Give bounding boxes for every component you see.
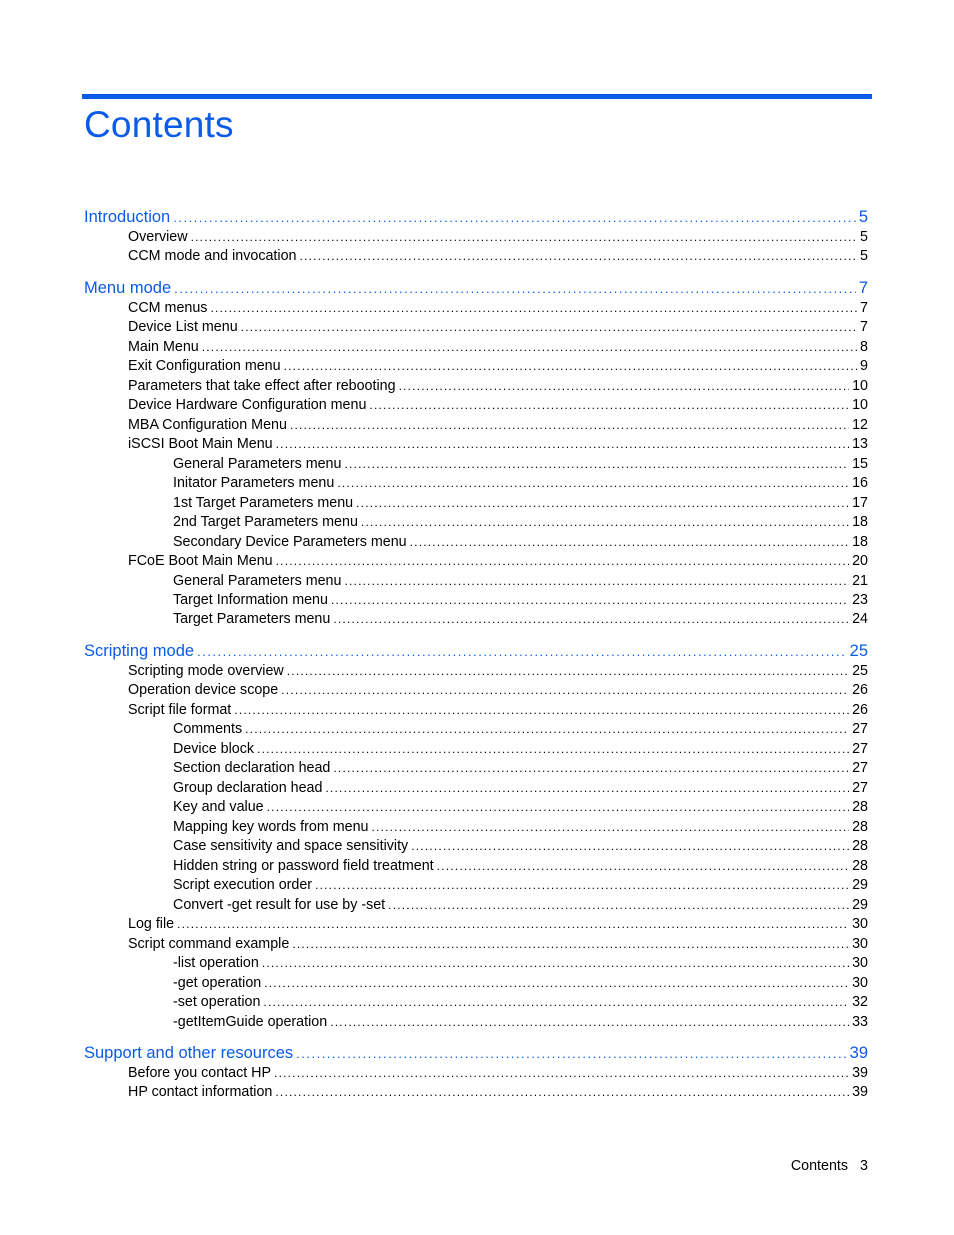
dot-leader xyxy=(276,552,849,571)
toc-entry-label: FCoE Boot Main Menu xyxy=(128,553,273,569)
toc-entry-page: 29 xyxy=(852,897,868,913)
dot-leader xyxy=(296,1043,847,1064)
toc-entry-page: 28 xyxy=(852,819,868,835)
toc-entry[interactable] xyxy=(173,876,868,895)
dot-leader xyxy=(210,299,857,318)
toc-entry-label: Device block xyxy=(173,741,255,757)
toc-entry-page: 24 xyxy=(852,611,868,627)
toc-entry-page: 29 xyxy=(852,877,868,893)
toc-entry[interactable] xyxy=(173,759,868,778)
toc-entry-page: 5 xyxy=(860,229,868,245)
toc-section-entry[interactable] xyxy=(84,1042,868,1064)
dot-leader xyxy=(245,720,849,739)
toc-entry-label: Hidden string or password field treatment xyxy=(173,858,434,874)
toc-entry-page: 30 xyxy=(852,975,868,991)
toc-entry-label: General Parameters menu xyxy=(173,573,342,589)
toc-entry-page: 30 xyxy=(852,955,868,971)
toc-entry-label: 2nd Target Parameters menu xyxy=(173,514,358,530)
dot-leader xyxy=(241,318,857,337)
toc-entry-page: 25 xyxy=(852,663,868,679)
dot-leader xyxy=(344,455,849,474)
toc-entry[interactable] xyxy=(128,435,868,454)
dot-leader xyxy=(315,876,849,895)
toc-entry[interactable] xyxy=(128,377,868,396)
toc-entry-label: Key and value xyxy=(173,799,264,815)
toc-entry-label: CCM menus xyxy=(128,300,208,316)
toc-entry[interactable] xyxy=(128,552,868,571)
toc-entry-page: 7 xyxy=(858,279,868,297)
toc-entry[interactable] xyxy=(128,681,868,700)
toc-entry-page: 27 xyxy=(852,741,868,757)
toc-entry-label: Convert -get result for use by -set xyxy=(173,897,386,913)
dot-leader xyxy=(197,641,847,662)
dot-leader xyxy=(361,513,849,532)
toc-entry[interactable] xyxy=(173,993,868,1012)
toc-entry-label: Script execution order xyxy=(173,877,313,893)
dot-leader xyxy=(299,247,857,266)
dot-leader xyxy=(275,1083,849,1102)
toc-entry[interactable] xyxy=(173,474,868,493)
dot-leader xyxy=(281,681,849,700)
toc-entry-label: General Parameters menu xyxy=(173,456,342,472)
toc-entry[interactable] xyxy=(128,915,868,934)
toc-entry[interactable] xyxy=(128,338,868,357)
dot-leader xyxy=(267,798,849,817)
toc-entry-page: 7 xyxy=(860,300,868,316)
toc-entry-page: 27 xyxy=(852,780,868,796)
page-title: Contents xyxy=(84,104,234,145)
toc-entry-page: 21 xyxy=(852,573,868,589)
toc-entry[interactable] xyxy=(173,974,868,993)
toc-entry[interactable] xyxy=(128,416,868,435)
toc-entry-page: 9 xyxy=(860,358,868,374)
toc-entry-page: 26 xyxy=(852,702,868,718)
dot-leader xyxy=(437,857,849,876)
toc-section-entry[interactable] xyxy=(84,640,868,662)
dot-leader xyxy=(356,494,849,513)
dot-leader xyxy=(234,701,849,720)
toc-entry[interactable] xyxy=(173,954,868,973)
toc-entry-label: Target Information menu xyxy=(173,592,328,608)
toc-entry-label: Case sensitivity and space sensitivity xyxy=(173,838,409,854)
toc-entry-page: 25 xyxy=(849,642,868,660)
toc-entry-label: Log file xyxy=(128,916,175,932)
toc-entry-label: Comments xyxy=(173,721,243,737)
toc-entry[interactable] xyxy=(173,818,868,837)
toc-entry[interactable] xyxy=(173,513,868,532)
dot-leader xyxy=(330,1013,849,1032)
toc-entry-label: MBA Configuration Menu xyxy=(128,417,287,433)
toc-entry[interactable] xyxy=(128,1064,868,1083)
toc-entry-label: Device Hardware Configuration menu xyxy=(128,397,367,413)
toc-entry[interactable] xyxy=(128,662,868,681)
dot-leader xyxy=(337,474,849,493)
dot-leader xyxy=(177,915,849,934)
toc-entry-page: 28 xyxy=(852,838,868,854)
toc-entry-page: 8 xyxy=(860,339,868,355)
toc-entry-label: Mapping key words from menu xyxy=(173,819,369,835)
toc-entry[interactable] xyxy=(173,591,868,610)
toc-entry-label: iSCSI Boot Main Menu xyxy=(128,436,273,452)
toc-entry[interactable] xyxy=(173,455,868,474)
dot-leader xyxy=(191,228,857,247)
toc-entry-label: -get operation xyxy=(173,975,262,991)
toc-entry-page: 10 xyxy=(852,378,868,394)
toc-entry-label: Secondary Device Parameters menu xyxy=(173,534,407,550)
toc-entry-page: 28 xyxy=(852,858,868,874)
dot-leader xyxy=(284,357,857,376)
dot-leader xyxy=(369,396,849,415)
dot-leader xyxy=(287,662,849,681)
toc-entry-page: 18 xyxy=(852,534,868,550)
toc-entry[interactable] xyxy=(173,779,868,798)
toc-entry-page: 13 xyxy=(852,436,868,452)
toc-entry[interactable] xyxy=(173,533,868,552)
toc-entry-page: 39 xyxy=(852,1065,868,1081)
footer-label: Contents xyxy=(790,1158,849,1174)
toc-entry-label: Section declaration head xyxy=(173,760,331,776)
toc-entry-page: 18 xyxy=(852,514,868,530)
toc-entry-label: Scripting mode xyxy=(84,642,195,660)
toc-entry-page: 16 xyxy=(852,475,868,491)
dot-leader xyxy=(276,435,849,454)
dot-leader xyxy=(333,759,849,778)
toc-entry-label: Overview xyxy=(128,229,188,245)
toc-section-entry[interactable] xyxy=(84,277,868,299)
toc-entry[interactable] xyxy=(128,396,868,415)
toc-entry-label: Device List menu xyxy=(128,319,238,335)
toc-entry-label: Introduction xyxy=(84,208,171,226)
dot-leader xyxy=(325,779,849,798)
toc-entry[interactable] xyxy=(128,228,868,247)
dot-leader xyxy=(262,954,849,973)
toc-entry-page: 30 xyxy=(852,936,868,952)
dot-leader xyxy=(344,572,849,591)
toc-entry-label: Support and other resources xyxy=(84,1044,294,1062)
toc-entry-label: HP contact information xyxy=(128,1084,273,1100)
toc-entry-page: 7 xyxy=(860,319,868,335)
toc-entry-page: 17 xyxy=(852,495,868,511)
toc-entry-label: CCM mode and invocation xyxy=(128,248,297,264)
toc-entry[interactable] xyxy=(128,935,868,954)
toc-entry-label: Script file format xyxy=(128,702,232,718)
toc-entry-page: 15 xyxy=(852,456,868,472)
page-footer xyxy=(791,1158,868,1174)
toc-entry-label: -set operation xyxy=(173,994,261,1010)
toc-entry-label: Scripting mode overview xyxy=(128,663,284,679)
toc-entry[interactable] xyxy=(173,572,868,591)
toc-entry[interactable] xyxy=(128,1083,868,1102)
toc-entry-page: 12 xyxy=(852,417,868,433)
toc-entry-label: Group declaration head xyxy=(173,780,323,796)
toc-entry-label: Main Menu xyxy=(128,339,199,355)
toc-entry[interactable] xyxy=(128,247,868,266)
dot-leader xyxy=(202,338,857,357)
toc-entry-page: 32 xyxy=(852,994,868,1010)
toc-entry-label: -getItemGuide operation xyxy=(173,1014,328,1030)
dot-leader xyxy=(264,974,849,993)
toc-entry-label: Parameters that take effect after rebooting xyxy=(128,378,396,394)
dot-leader xyxy=(174,278,856,299)
toc-entry-page: 23 xyxy=(852,592,868,608)
dot-leader xyxy=(388,896,849,915)
dot-leader xyxy=(290,416,849,435)
toc-entry-label: 1st Target Parameters menu xyxy=(173,495,354,511)
toc-entry-label: Initator Parameters menu xyxy=(173,475,335,491)
toc-entry-page: 5 xyxy=(858,208,868,226)
toc-entry-page: 39 xyxy=(849,1044,868,1062)
toc-entry[interactable] xyxy=(173,740,868,759)
toc-entry[interactable] xyxy=(128,701,868,720)
dot-leader xyxy=(173,207,856,228)
toc-entry[interactable] xyxy=(128,357,868,376)
toc-entry-page: 33 xyxy=(852,1014,868,1030)
title-rule xyxy=(82,94,872,99)
toc-entry[interactable] xyxy=(173,857,868,876)
toc-entry-label: Target Parameters menu xyxy=(173,611,331,627)
toc-entry[interactable] xyxy=(173,610,868,629)
toc-entry-page: 28 xyxy=(852,799,868,815)
toc-entry-label: -list operation xyxy=(173,955,259,971)
toc-entry[interactable] xyxy=(173,896,868,915)
toc-entry[interactable] xyxy=(173,837,868,856)
dot-leader xyxy=(274,1064,849,1083)
dot-leader xyxy=(411,837,849,856)
dot-leader xyxy=(263,993,849,1012)
toc-entry-page: 20 xyxy=(852,553,868,569)
toc-entry-page: 26 xyxy=(852,682,868,698)
footer-page-number: 3 xyxy=(860,1158,868,1174)
toc-entry[interactable] xyxy=(173,720,868,739)
toc-entry[interactable] xyxy=(128,318,868,337)
toc-entry[interactable] xyxy=(128,299,868,318)
dot-leader xyxy=(410,533,849,552)
toc-entry[interactable] xyxy=(173,798,868,817)
dot-leader xyxy=(292,935,849,954)
toc-entry[interactable] xyxy=(173,1013,868,1032)
toc-section-entry[interactable] xyxy=(84,206,868,228)
dot-leader xyxy=(331,591,849,610)
toc-entry-label: Menu mode xyxy=(84,279,172,297)
toc-entry-page: 27 xyxy=(852,721,868,737)
toc-entry-page: 10 xyxy=(852,397,868,413)
toc-entry[interactable] xyxy=(173,494,868,513)
dot-leader xyxy=(399,377,850,396)
toc-entry-page: 5 xyxy=(860,248,868,264)
dot-leader xyxy=(333,610,849,629)
dot-leader xyxy=(371,818,849,837)
toc-entry-page: 39 xyxy=(852,1084,868,1100)
toc-entry-page: 30 xyxy=(852,916,868,932)
dot-leader xyxy=(257,740,849,759)
toc-entry-label: Operation device scope xyxy=(128,682,279,698)
toc-entry-page: 27 xyxy=(852,760,868,776)
toc-entry-label: Script command example xyxy=(128,936,290,952)
toc-entry-label: Before you contact HP xyxy=(128,1065,272,1081)
toc-entry-label: Exit Configuration menu xyxy=(128,358,281,374)
